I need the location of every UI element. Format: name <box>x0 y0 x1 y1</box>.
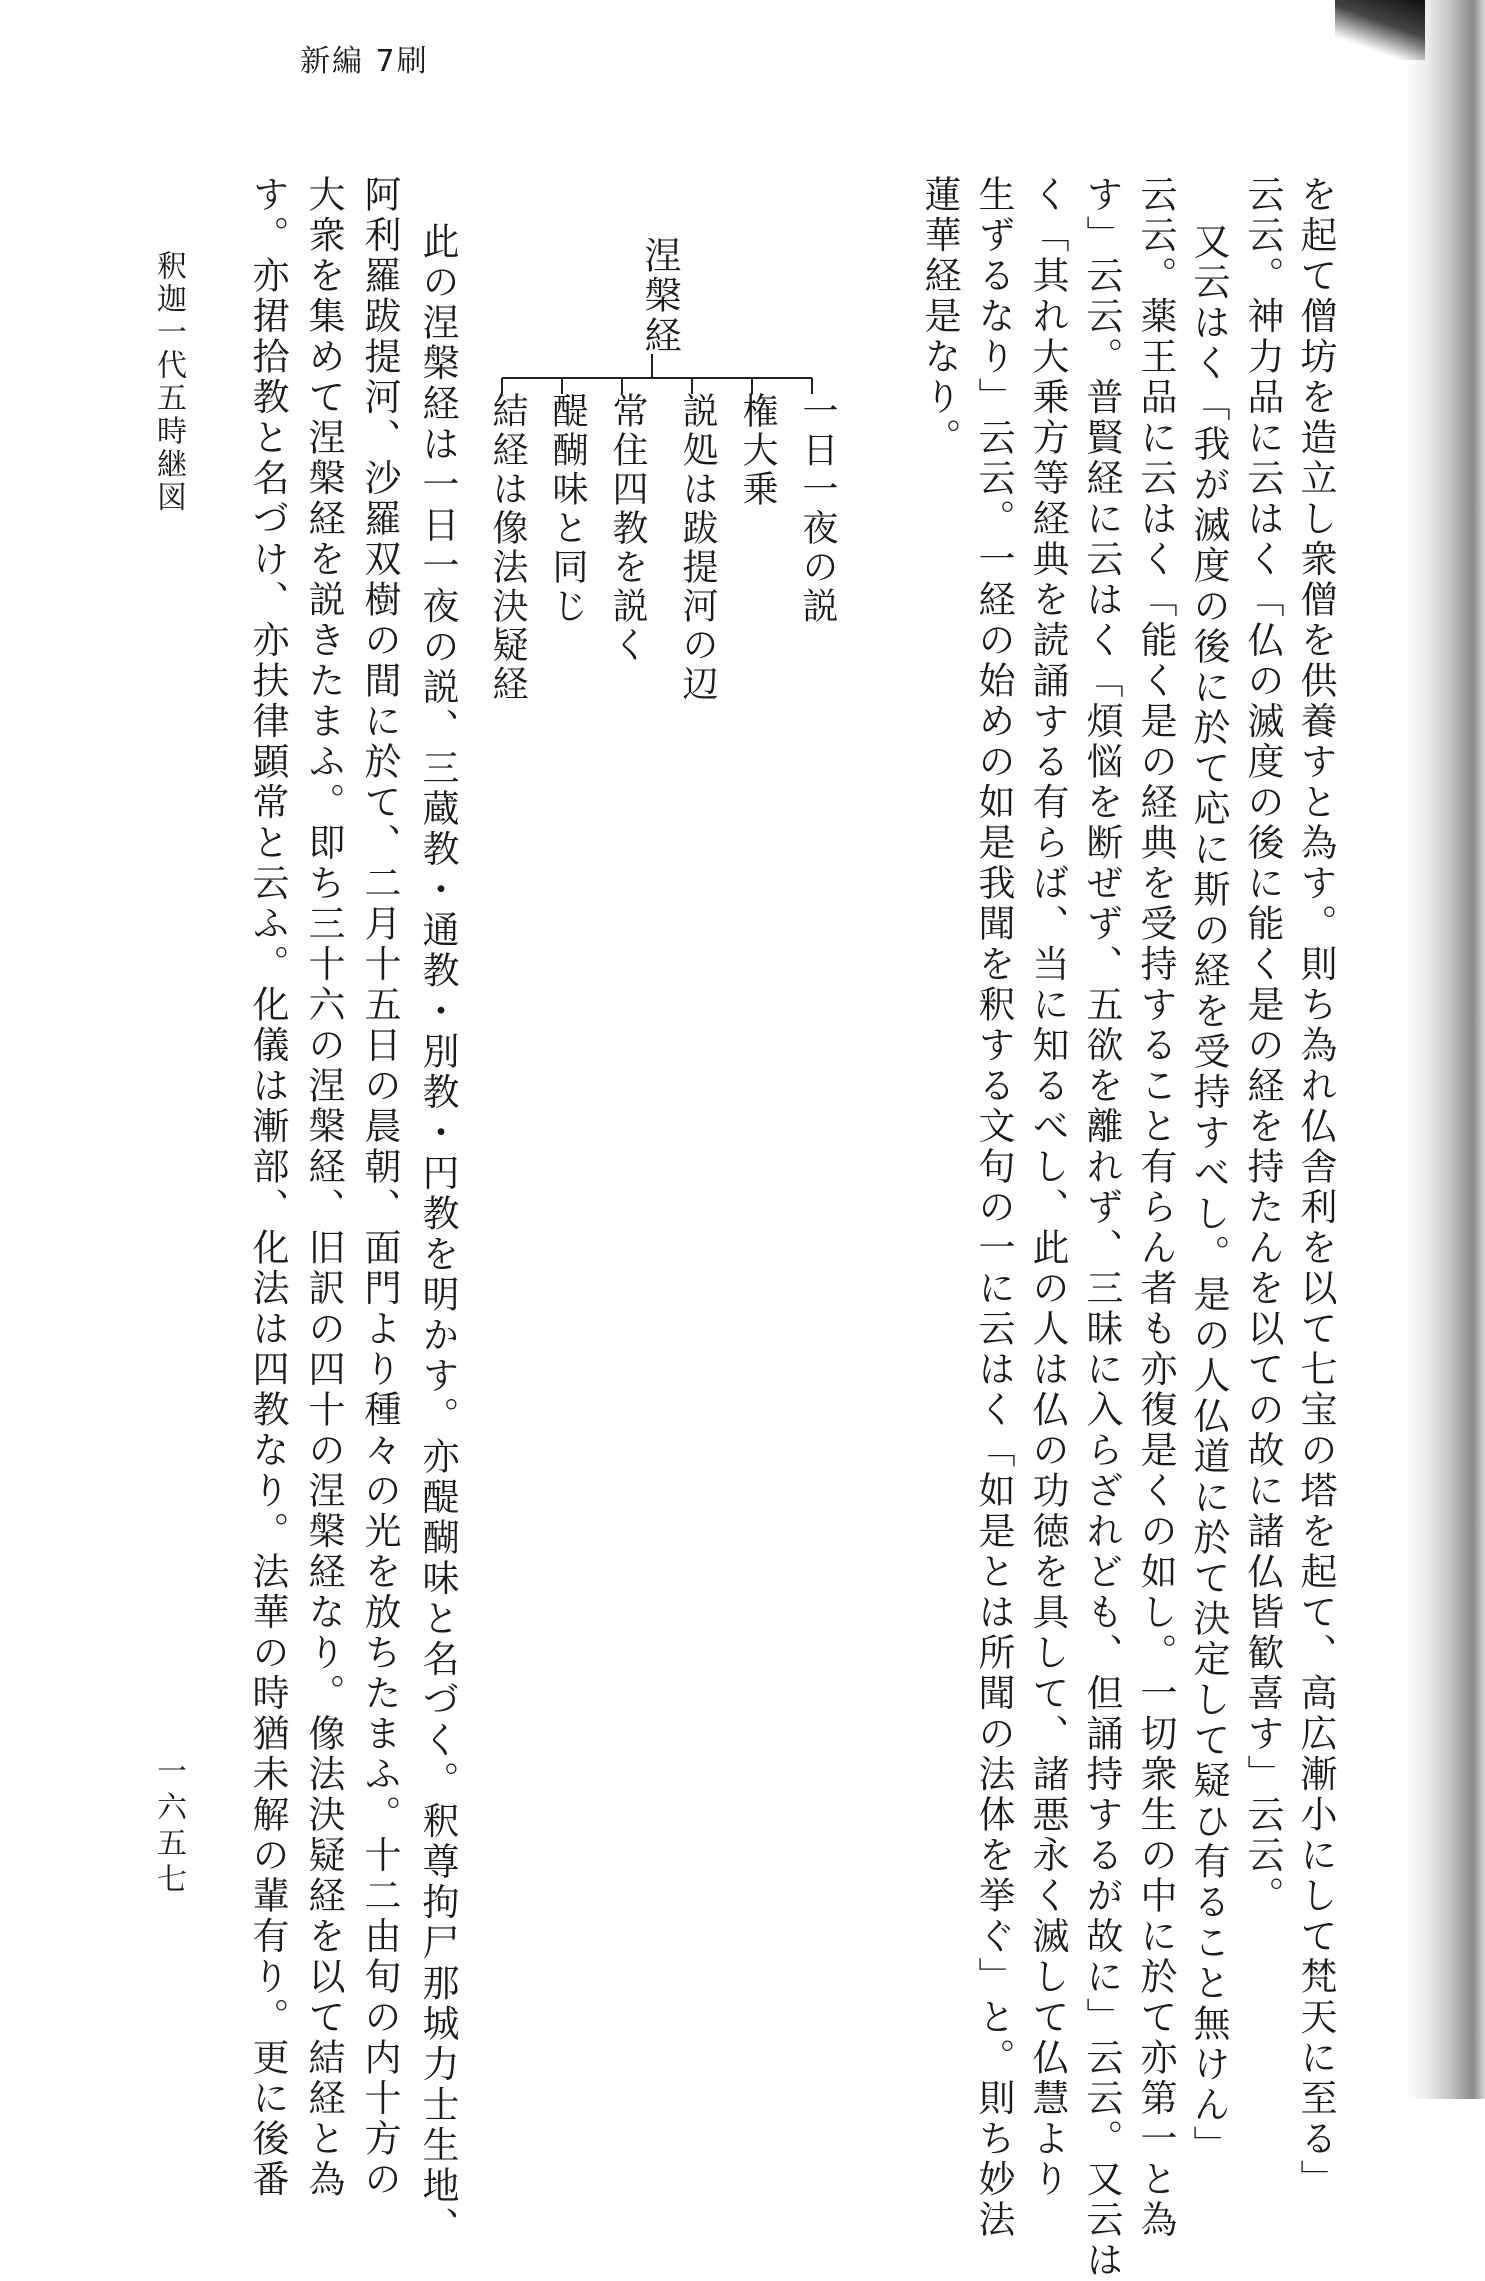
body-column-7: 生ずるなり」云云。一経の始めの如是我聞を釈する文句の一に云はく「如是とは所聞の法体を挙ぐ」と。則ち妙法 <box>972 175 1015 2241</box>
page-number: 一六五七 <box>151 1755 186 1899</box>
edition-label: 新編 7刷 <box>300 44 429 79</box>
diagram-branch-6: 結経は像法決疑経 <box>487 392 528 704</box>
book-binding-edge <box>1405 0 1485 2099</box>
diagram-branch-5: 醍醐味と同じ <box>547 392 588 626</box>
book-title: 釈迦一代五時継図 <box>151 250 186 514</box>
diagram-branch-4: 常住四教を説く <box>607 392 648 665</box>
body-column-6: く「其れ大乗方等経典を読誦する有らば、当に知るべし、此の人は仏の功徳を具して、諸悪永く滅して仏慧より <box>1026 175 1069 2200</box>
lower-column-1: 此の涅槃経は一日一夜の説、三蔵教・通教・別教・円教を明かす。亦醍醐味と名づく。釈尊拘尸那城力士生地、 <box>416 222 459 2247</box>
body-column-8: 蓮華経是なり。 <box>918 175 961 459</box>
body-column-2: 云云。神力品に云はく「仏の滅度の後に能く是の経を持たんを以ての故に諸仏皆歓喜す」云云。 <box>1241 175 1284 1917</box>
body-column-3: 又云はく「我が滅度の後に於て応に斯の経を受持すべし。是の人仏道に於て決定して疑ひ有ること無けん」 <box>1187 222 1230 2166</box>
body-column-1: を起て僧坊を造立し衆僧を供養すと為す。則ち為れ仏舎利を以て七宝の塔を起て、高広漸小にして梵天に至る」 <box>1294 175 1337 2200</box>
lower-column-3: 大衆を集めて涅槃経を説きたまふ。即ち三十六の涅槃経、旧訳の四十の涅槃経なり。像法決疑経を以て結経と為 <box>302 175 345 2200</box>
binding-shadow <box>1335 0 1425 60</box>
body-column-4: 云云。薬王品に云はく「能く是の経典を受持すること有らん者も亦復是くの如し。一切衆生の中に於て亦第一と為 <box>1134 175 1177 2241</box>
diagram-branch-2: 権大乗 <box>737 392 778 509</box>
lower-column-4: す。亦捃拾教と名づけ、亦扶律顕常と云ふ。化儀は漸部、化法は四教なり。法華の時猶未解の輩有り。更に後番 <box>246 175 289 2200</box>
body-column-5: す」云云。普賢経に云はく「煩悩を断ぜず、五欲を離れず、三昧に入らざれども、但誦持するが故に」云云。又云は <box>1080 175 1123 2281</box>
diagram-branch-3: 説処は跋提河の辺 <box>677 392 718 704</box>
diagram-root: 涅槃経 <box>638 236 681 356</box>
diagram-branch-1: 一日一夜の説 <box>797 392 838 626</box>
nirvana-sutra-diagram <box>476 232 846 704</box>
lower-column-2: 阿利羅跋提河、沙羅双樹の間に於て、二月十五日の晨朝、面門より種々の光を放ちたまふ。十二由旬の内十方の <box>358 175 401 2200</box>
